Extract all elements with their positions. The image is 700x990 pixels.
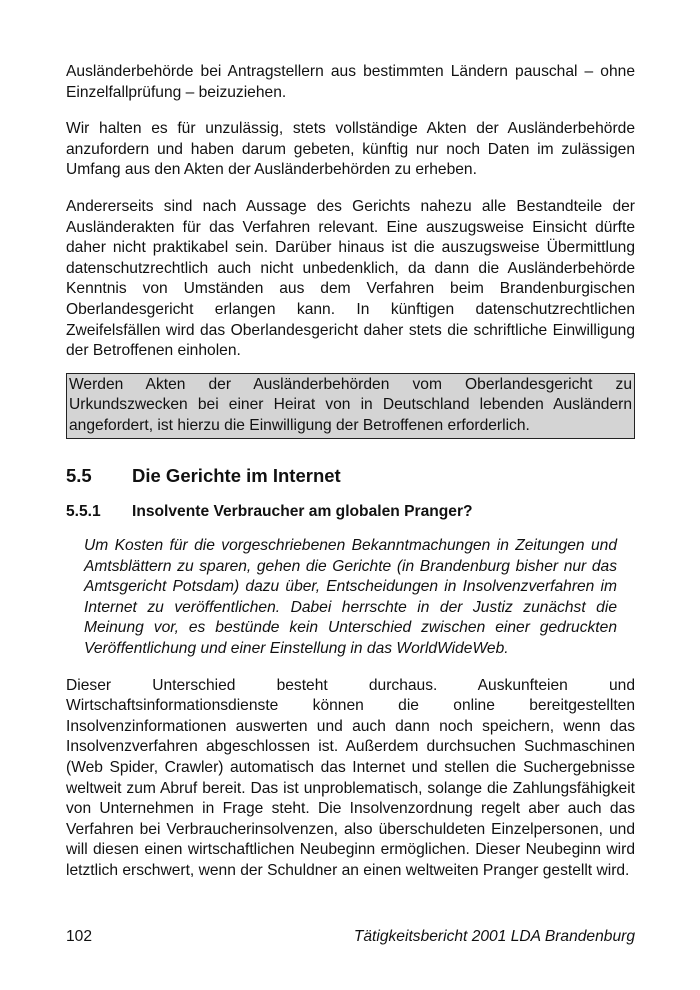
section-heading <box>66 464 635 488</box>
subsection-heading <box>66 502 635 523</box>
subsection-number: 5.5.1 <box>66 502 101 520</box>
section-title: Die Gerichte im Internet <box>132 464 341 486</box>
highlight-box: Werden Akten der Ausländerbehörden vom Oberlandesgericht zu Urkundszwecken bei einer Heirat von in Deutschland lebenden Ausländern angefordert, ist hierzu die Einwilligung der Betroffenen erforderlich. <box>66 373 635 439</box>
section-number: 5.5 <box>66 464 92 486</box>
subsection-title: Insolvente Verbraucher am globalen Pranger? <box>132 502 473 520</box>
paragraph-2: Wir halten es für unzulässig, stets vollständige Akten der Ausländerbehörde anzufordern und haben darum gebeten, künftig nur noch Daten im zulässigen Umfang aus den Akten der Ausländerbehörden zu erheben. <box>66 120 635 179</box>
body-paragraph: Dieser Unterschied besteht durchaus. Auskunfteien und Wirtschaftsinformationsdienste können die online bereitgestellten Insolvenzinformationen auswerten und auch dann noch speichern, wenn das Insolvenzverfahren abgeschlossen ist. Außerdem durchsuchen Suchmaschinen (Web Spider, Crawler) automatisch das Internet und stellen die Suchergebnisse weltweit zum Abruf bereit. Das ist unproblematisch, solange die Zahlungsfähigkeit von Unternehmen in Frage steht. Die Insolvenzordnung regelt aber auch das Verfahren bei Verbraucherinsolvenzen, also überschuldeten Einzelpersonen, und will diesen einen wirtschaftlichen Neubeginn ermöglichen. Dieser Neubeginn wird letztlich erschwert, wenn der Schuldner an einen weltweiten Pranger gestellt wird. <box>66 676 635 879</box>
italic-summary: Um Kosten für die vorgeschriebenen Bekanntmachungen in Zeitungen und Amtsblättern zu sparen, gehen die Gerichte (in Brandenburg bisher nur das Amtsgericht Potsdam) dazu über, Entscheidungen in Insolvenzverfahren im Internet zu veröffentlichen. Dabei herrschte in der Justiz zunächst die Meinung vor, es bestünde kein Unterschied zwischen einer gedruckten Veröffentlichung und einer Einstellung in das WorldWideWeb. <box>84 537 617 658</box>
paragraph-1: Ausländerbehörde bei Antragstellern aus bestimmten Ländern pauschal – ohne Einzelfallprüfung – beizuziehen. <box>66 63 635 101</box>
document-page <box>66 62 635 882</box>
paragraph-3: Andererseits sind nach Aussage des Gerichts nahezu alle Bestandteile der Ausländerakten für das Verfahren relevant. Eine auszugsweise Einsicht dürfte daher nicht praktikabel sein. Darüber hinaus ist die auszugsweise Übermittlung datenschutzrechtlich auch nicht unbedenklich, da dann die Ausländerbehörde Kenntnis von Umständen aus dem Verfahren beim Brandenburgischen Oberlandesgericht erlangen kann. In künftigen datenschutzrechtlichen Zweifelsfällen wird das Oberlandesgericht daher stets die schriftliche Einwilligung der Betroffenen einholen. <box>66 197 635 360</box>
report-title: Tätigkeitsbericht 2001 LDA Brandenburg <box>353 928 635 945</box>
page-number: 102 <box>66 928 93 945</box>
page-footer <box>66 928 635 946</box>
